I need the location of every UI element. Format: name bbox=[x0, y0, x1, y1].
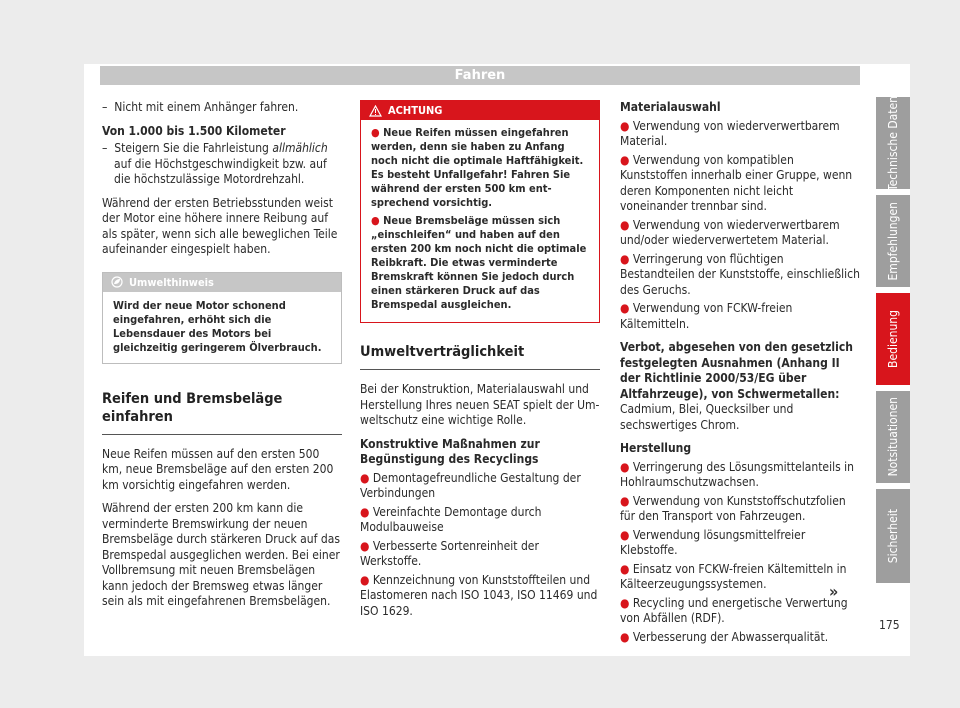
paragraph: Bei der Konstruktion, Materialauswahl und Herstellung Ihres neuen SEAT spielt der Umweltschutz eine wichtige Rolle. bbox=[360, 382, 600, 427]
column-3 bbox=[620, 100, 860, 648]
dash-item: – Nicht mit einem Anhänger fahren. bbox=[102, 100, 299, 114]
sub-heading: Konstruktive Maßnahmen zur Begünstigung des Recyclings bbox=[360, 436, 540, 466]
paragraph: Verbot, abgesehen von den gesetzlich festgelegten Ausnahmen (Anhang II der Richtlinie 2000/53/EG über Altfahrzeuge), von Schwermetallen: Cadmium, Blei, Quecksilber und sechswertiges Chrom. bbox=[620, 340, 853, 432]
warning-item: ● Neue Reifen müssen eingefahren werden, denn sie haben zu Anfang noch nicht die optimale Haftfähigkeit. Es besteht Unfallgefahr! Fahren Sie während der ersten 500 km entsprechend vorsichtig. bbox=[371, 126, 584, 209]
list-item: ● Verwendung lösungsmittelfreier Klebstoffe. bbox=[620, 527, 806, 557]
tab-notsituationen[interactable]: Notsituationen bbox=[876, 391, 910, 483]
warning-title: ACHTUNG bbox=[388, 103, 443, 117]
tab-technische-daten[interactable]: Technische Daten bbox=[876, 97, 910, 189]
paragraph: Während der ersten Betriebsstunden weist der Motor eine höhere innere Reibung auf als später, wenn sich alle beweglichen Teile aufeinander eingespielt haben. bbox=[102, 195, 338, 256]
tab-empfehlungen[interactable]: Empfehlungen bbox=[876, 195, 910, 287]
list-item: ● Kennzeichnung von Kunststoffteilen und Elastomeren nach ISO 1043, ISO 11469 und ISO 1629. bbox=[360, 572, 598, 618]
column-1 bbox=[102, 100, 342, 618]
list-item: ● Verringerung von flüchtigen Bestandteilen der Kunststoffe, einschließlich des Geruchs. bbox=[620, 251, 860, 297]
list-item: ● Einsatz von FCKW-freien Kältemitteln in Kälteerzeugungssystemen. bbox=[620, 561, 847, 591]
list-item: ● Verbesserte Sortenreinheit der Werkstoffe. bbox=[360, 538, 539, 568]
column-2 bbox=[360, 100, 600, 622]
page-number: 175 bbox=[879, 618, 900, 632]
list-item: ● Recycling und energetische Verwertung von Abfällen (RDF). bbox=[620, 595, 848, 625]
sub-heading: Herstellung bbox=[620, 441, 692, 455]
page-header: Fahren bbox=[100, 66, 860, 85]
tab-sicherheit[interactable]: Sicherheit bbox=[876, 489, 910, 583]
note-title: Umwelthinweis bbox=[129, 275, 214, 289]
note-text: Wird der neue Motor schonend eingefahren, erhöht sich die Lebensdauer des Motors bei gleichzeitig geringerem Ölverbrauch. bbox=[113, 298, 322, 354]
paragraph: Während der ersten 200 km kann die verminderte Bremswirkung der neuen Bremsbeläge durch stärkeren Druck auf das Bremspedal ausgeglichen werden. Bei einer Vollbremsung mit neuen Bremsbelägen kann jedoch der Bremsweg etwas länger sein als mit eingefahrenen Bremsbelägen. bbox=[102, 501, 340, 608]
list-item: ● Verwendung von kompatiblen Kunststoffen innerhalb einer Gruppe, wenn deren Komponenten nicht leicht voneinander trennbar sind. bbox=[620, 152, 853, 213]
section-title: Reifen und Bremsbeläge einfahren bbox=[102, 378, 342, 435]
tab-bedienung[interactable]: Bedienung bbox=[876, 293, 910, 385]
km-heading: Von 1.000 bis 1.500 Kilometer bbox=[102, 123, 286, 138]
leaf-icon bbox=[111, 276, 123, 288]
warning-item: ● Neue Bremsbeläge müssen sich „einschleifen“ und haben auf den ersten 200 km noch nicht die optimale Reibkraft. Die etwas verminderte Bremskraft können Sie jedoch durch einen stärkeren Druck auf das Bremspedal ausgleichen. bbox=[371, 214, 587, 311]
section-title: Umweltverträglichkeit bbox=[360, 331, 600, 370]
list-item: ● Vereinfachte Demontage durch Modulbauweise bbox=[360, 504, 542, 534]
list-item: ● Verwendung von FCKW-freien Kältemitteln. bbox=[620, 301, 793, 331]
list-item: ● Demontagefreundliche Gestaltung der Verbindungen bbox=[360, 470, 581, 500]
warning-triangle-icon bbox=[369, 105, 382, 117]
list-item: ● Verbesserung der Abwasserqualität. bbox=[620, 629, 829, 644]
list-item: ● Verwendung von Kunststoffschutzfolien für den Transport von Fahrzeugen. bbox=[620, 493, 846, 523]
paragraph: Neue Reifen müssen auf den ersten 500 km, neue Bremsbeläge auf den ersten 200 km vorsichtig eingefahren werden. bbox=[102, 446, 334, 492]
list-item: ● Verwendung von wiederverwertbarem Material. bbox=[620, 118, 840, 148]
dash-item: – Steigern Sie die Fahrleistung allmählich auf die Höchstgeschwindigkeit bzw. auf die höchstzulässige Motordrehzahl. bbox=[102, 141, 328, 186]
continue-mark: » bbox=[829, 582, 839, 601]
environment-note bbox=[102, 272, 342, 364]
list-item: ● Verwendung von wiederverwertbarem und/oder wiederverwertetem Material. bbox=[620, 217, 840, 247]
warning-box bbox=[360, 100, 600, 323]
sub-heading: Materialauswahl bbox=[620, 100, 721, 114]
list-item: ● Verringerung des Lösungsmittelanteils in Hohlraumschutzwachsen. bbox=[620, 459, 854, 489]
